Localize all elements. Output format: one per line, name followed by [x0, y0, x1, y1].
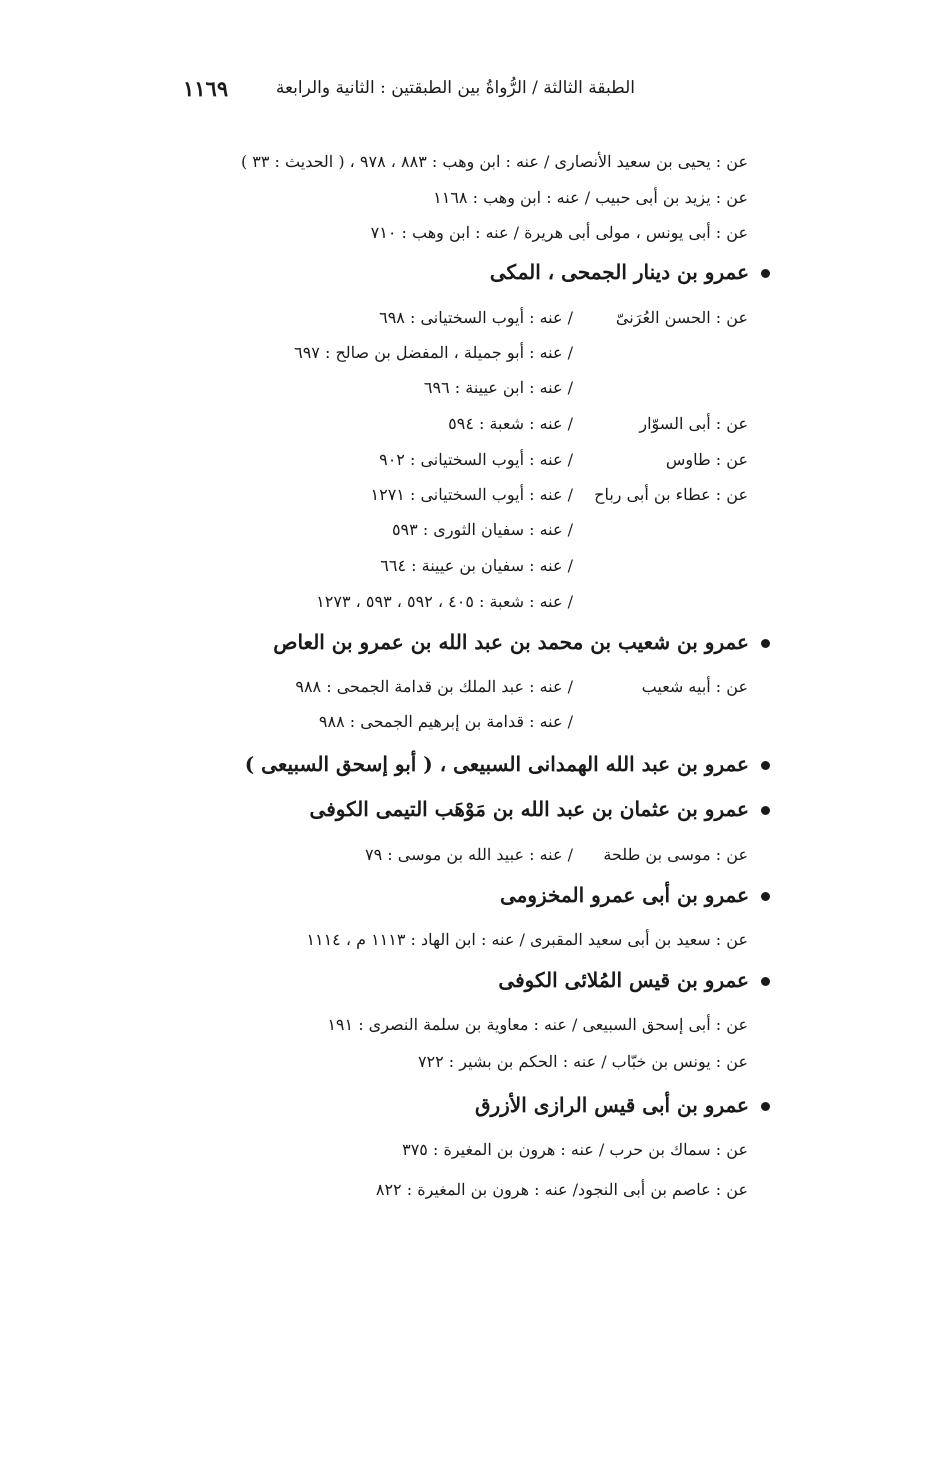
- transmitter-cell: / عنه : أيوب السختيانى : ٩٠٢: [379, 450, 573, 469]
- bullet-icon: [761, 761, 770, 770]
- narrator-entry-heading: [273, 630, 770, 654]
- transmitter-cell: / عنه : أيوب السختيانى : ٦٩٨: [379, 308, 573, 327]
- narrator-name: عمرو بن عبد الله الهمدانى السبيعى ، ( أبو إسحق السبيعى ): [244, 752, 749, 776]
- transmitter-cell: / عنه : عبد الملك بن قدامة الجمحى : ٩٨٨: [295, 677, 573, 696]
- narrator-name: عمرو بن عثمان بن عبد الله بن مَوْهَب التيمى الكوفى: [309, 797, 749, 821]
- narrator-entry-heading: [498, 968, 770, 992]
- source-cell: عن : أبيه شعيب: [641, 677, 748, 696]
- source-cell: عن : الحسن العُرَنىّ: [615, 308, 748, 327]
- narrator-name: عمرو بن شعيب بن محمد بن عبد الله بن عمرو بن العاص: [273, 630, 749, 654]
- narrator-name: عمرو بن أبى عمرو المخزومى: [499, 883, 749, 907]
- transmitter-cell: / عنه : أبو جميلة ، المفضل بن صالح : ٦٩٧: [294, 343, 573, 362]
- narrator-entry-heading: [490, 260, 770, 284]
- bullet-icon: [761, 892, 770, 901]
- transmitter-cell: / عنه : عبيد الله بن موسى : ٧٩: [364, 845, 573, 864]
- running-header: الطبقة الثالثة / الرُّواةُ بين الطبقتين : الثانية والرابعة: [275, 78, 635, 98]
- source-cell: عن : أبى السوّار: [639, 414, 748, 433]
- source-cell: عن : موسى بن طلحة: [603, 845, 748, 864]
- narration-line: عن : عاصم بن أبى النجود/ عنه : هرون بن المغيرة : ٨٢٢: [375, 1180, 748, 1199]
- transmitter-cell: / عنه : ابن عيينة : ٦٩٦: [423, 378, 573, 397]
- narration-line: عن : أبى يونس ، مولى أبى هريرة / عنه : ابن وهب : ٧١٠: [370, 223, 748, 242]
- narrator-name: عمرو بن دينار الجمحى ، المكى: [489, 260, 749, 284]
- bullet-icon: [761, 639, 770, 648]
- narration-line: عن : أبى إسحق السبيعى / عنه : معاوية بن سلمة النصرى : ١٩١: [327, 1015, 748, 1034]
- bullet-icon: [761, 1102, 770, 1111]
- narrator-name: عمرو بن أبى قيس الرازى الأزرق: [474, 1093, 749, 1117]
- transmitter-cell: / عنه : شعبة : ٥٩٤: [448, 414, 573, 433]
- source-cell: عن : طاوس: [665, 450, 748, 469]
- narration-line: عن : سعيد بن أبى سعيد المقبرى / عنه : ابن الهاد : ١١١٣ م ، ١١١٤: [306, 930, 748, 949]
- bullet-icon: [761, 806, 770, 815]
- bullet-icon: [761, 269, 770, 278]
- narration-line: عن : سماك بن حرب / عنه : هرون بن المغيرة : ٣٧٥: [402, 1140, 748, 1159]
- narration-line: عن : يزيد بن أبى حبيب / عنه : ابن وهب : ١١٦٨: [433, 188, 748, 207]
- transmitter-cell: / عنه : سفيان بن عيينة : ٦٦٤: [380, 556, 573, 575]
- narration-line: عن : يحيى بن سعيد الأنصارى / عنه : ابن وهب : ٨٨٣ ، ٩٧٨ ، ( الحديث : ٣٣ ): [240, 152, 748, 171]
- narrator-name: عمرو بن قيس المُلائى الكوفى: [498, 968, 749, 992]
- source-cell: عن : عطاء بن أبى رباح: [594, 485, 748, 504]
- narrator-entry-heading: [310, 797, 770, 821]
- transmitter-cell: / عنه : سفيان الثورى : ٥٩٣: [391, 520, 573, 539]
- page-number: ١١٦٩: [183, 76, 229, 101]
- transmitter-cell: / عنه : أيوب السختيانى : ١٢٧١: [370, 485, 573, 504]
- transmitter-cell: / عنه : قدامة بن إبرهيم الجمحى : ٩٨٨: [318, 712, 573, 731]
- transmitter-cell: / عنه : شعبة : ٤٠٥ ، ٥٩٢ ، ٥٩٣ ، ١٢٧٣: [316, 592, 573, 611]
- narration-line: عن : يونس بن خبّاب / عنه : الحكم بن بشير : ٧٢٢: [417, 1052, 748, 1071]
- narrator-entry-heading: [475, 1093, 770, 1117]
- bullet-icon: [761, 977, 770, 986]
- narrator-entry-heading: [500, 883, 770, 907]
- narrator-entry-heading: [245, 752, 770, 776]
